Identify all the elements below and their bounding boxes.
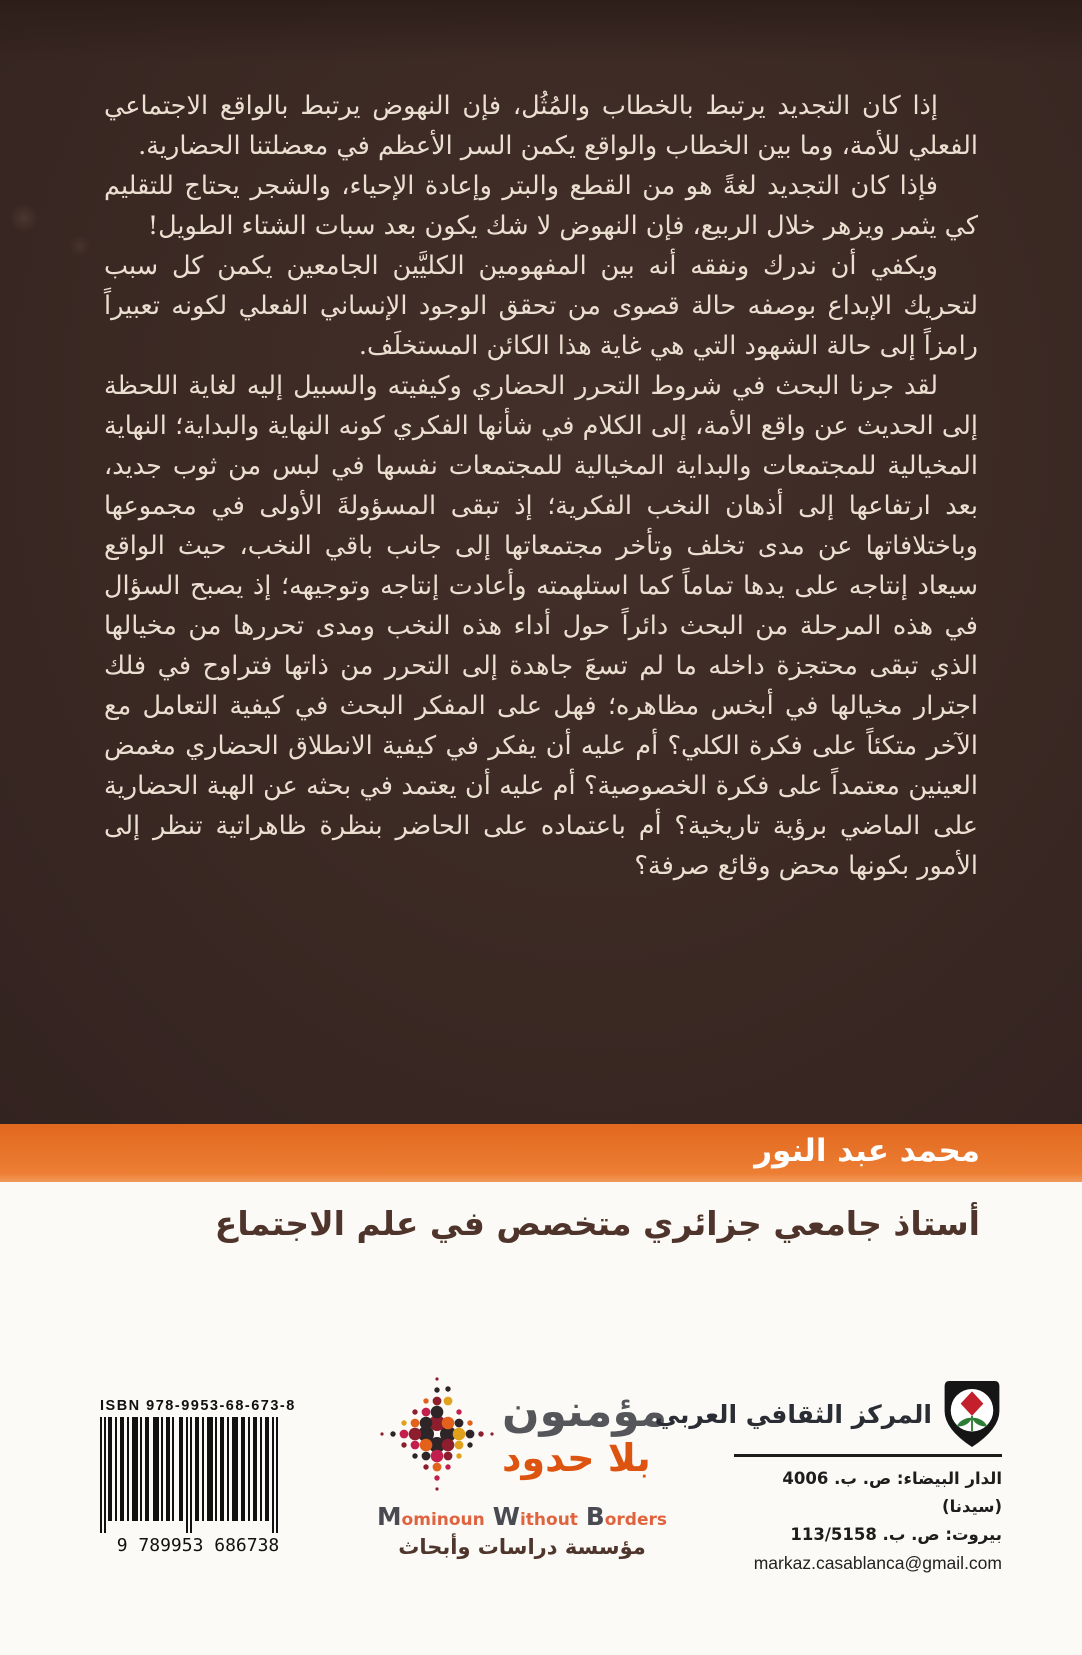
author-band — [0, 1124, 1082, 1182]
mominoun-latin-name: Mominoun Without Borders — [377, 1502, 667, 1531]
lower-section — [0, 1182, 1082, 1655]
mominoun-subtitle: مؤسسة دراسات وأبحاث — [398, 1535, 646, 1559]
mominoun-logo-block — [372, 1372, 672, 1559]
publisher-address-line-2: بيروت: ص. ب. 113/5158 — [790, 1525, 1002, 1544]
publisher-name: المركز الثقافي العربي — [654, 1399, 932, 1429]
publisher-block — [654, 1380, 1002, 1577]
mominoun-wordmark-arabic-line1: مؤمنون — [502, 1385, 668, 1437]
publisher-email: markaz.casablanca@gmail.com — [753, 1553, 1002, 1573]
publisher-address-line-1: الدار البيضاء: ص. ب. 4006 (سيدنا) — [782, 1469, 1002, 1516]
barcode-number: 9 789953 686738 — [116, 1535, 280, 1555]
publisher-divider — [734, 1454, 1002, 1457]
isbn-block — [100, 1398, 305, 1555]
barcode-icon — [100, 1417, 296, 1555]
blurb-paragraph: فإذا كان التجديد لغةً هو من القطع والبتر وإعادة الإحياء، والشجر يحتاج للتقليم كي يثمر ويزهر خلال الربيع، فإن النهوض لا شك يكون بعد سبات الشتاء الطويل! — [104, 171, 978, 241]
author-name: محمد عبد النور — [754, 1133, 980, 1169]
author-description: أستاذ جامعي جزائري متخصص في علم الاجتماع — [214, 1204, 980, 1243]
blurb-paragraph: إذا كان التجديد يرتبط بالخطاب والمُثُل، فإن النهوض يرتبط بالواقع الاجتماعي الفعلي للأمة، وما بين الخطاب والواقع يكمن السر الأعظم في معضلتنا الحضارية. — [104, 91, 978, 161]
mominoun-wordmark-arabic-line2: بلا حدود — [502, 1436, 651, 1481]
isbn-label: ISBN 978-9953-68-673-8 — [100, 1398, 296, 1414]
blurb-paragraph: لقد جرنا البحث في شروط التحرر الحضاري وكيفيته والسبيل إليه لغاية اللحظة إلى الحديث عن واقع الأمة، إلى الكلام في شأنها الفكري كونه النهاية والبداية؛ النهاية المخيالية للمجتمعات والبداية المخيالية للمجتمعات نفسها في لبس من ثوب جديد، بعد ارتفاعها إلى أذهان النخب الفكرية؛ إذ تبقى المسؤولةَ الأولى في مجموعها وباختلافاتها عن مدى تخلف وتأخر مجتمعاتها إلى جانب باقي النخب، حيث الواقع سيعاد إنتاجه على يدها تماماً كما استلهمته وأعادت إنتاجه وتوجيهه؛ إذ يصبح السؤال في هذه المرحلة من البحث دائراً حول أداء هذه النخب ومدى تحررها من مخيالها الذي تبقى محتجزة داخله ما لم تسعَ جاهدة إلى التحرر من ذاتها فتراوح في فلك اجترار مخيالها في أبخس مظاهره؛ فهل على المفكر البحث في كيفية التعامل مع الآخر متكئاً على فكرة الكلي؟ أم عليه أن يفكر في كيفية الانطلاق الحضاري مغمض العينين معتمداً على فكرة الخصوصية؟ أم عليه أن يعتمد في بحثه عن الهبة الحضارية على الماضي برؤية تاريخية؟ أم باعتماده على الحاضر بنظرة ظاهراتية تنظر إلى الأمور بكونها محض وقائع صرفة؟ — [104, 371, 978, 881]
publisher-shield-flower-icon — [942, 1380, 1002, 1448]
blurb-paragraph: ويكفي أن ندرك ونفقه أنه بين المفهومين الكليَّين الجامعين يكمن كل سبب لتحريك الإبداع بوصفه حالة قصوى من تحقق الوجود الإنساني الفعلي لكونه تعبيراً رامزاً إلى حالة الشهود التي هي غاية هذا الكائن المستخلَف. — [104, 251, 978, 361]
mominoun-dots-icon — [372, 1372, 502, 1496]
